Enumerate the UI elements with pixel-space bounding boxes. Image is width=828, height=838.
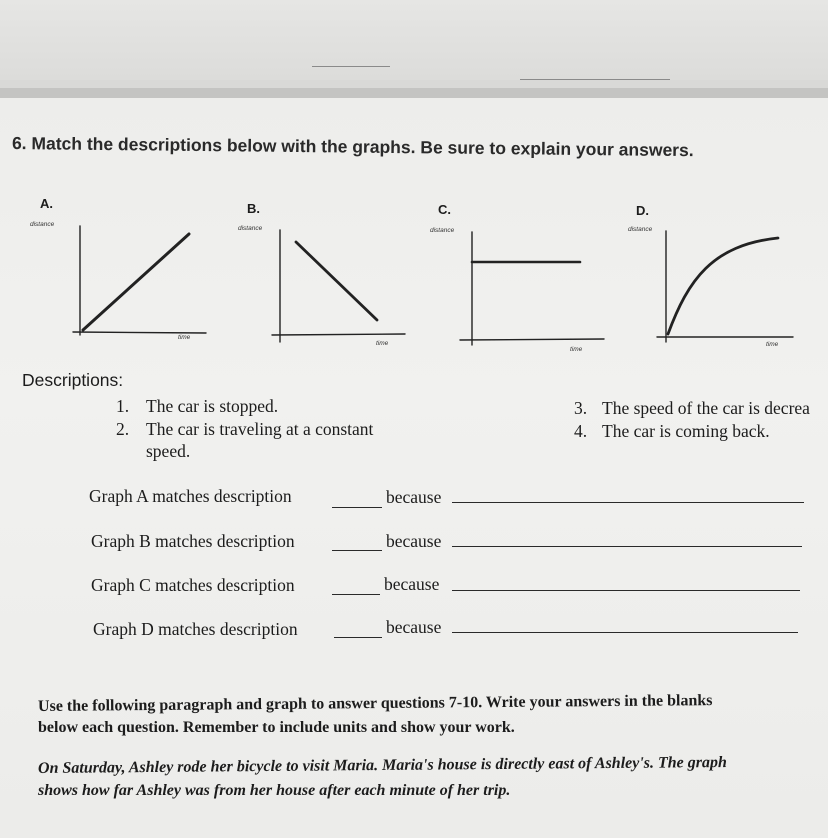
match-b-explanation-blank[interactable] — [452, 546, 802, 547]
story-line-2: shows how far Ashley was from her house after each minute of her trip. — [38, 782, 511, 799]
match-d-label: Graph D matches description — [93, 619, 298, 639]
graph-a-x-axis — [73, 332, 206, 333]
graph-b-curve — [296, 242, 377, 320]
graph-d-xlabel: time — [766, 341, 779, 348]
match-d-description-blank[interactable] — [334, 637, 382, 638]
graph-b-ylabel: distance — [238, 225, 263, 232]
graph-c-ylabel: distance — [430, 227, 455, 234]
description-3-text: The speed of the car is decrea — [602, 398, 810, 418]
graph-d-letter: D. — [636, 203, 649, 218]
description-4-text: The car is coming back. — [602, 421, 770, 441]
graph-a-letter: A. — [40, 196, 53, 211]
graph-a-ylabel: distance — [30, 221, 55, 228]
graph-a-curve — [83, 234, 189, 330]
match-b-because: because — [386, 531, 442, 551]
graph-b-x-axis — [272, 334, 405, 335]
description-3-number: 3. — [574, 398, 588, 418]
descriptions-heading: Descriptions: — [22, 370, 124, 390]
match-a-because: because — [386, 487, 442, 507]
description-1-text: The car is stopped. — [146, 396, 279, 416]
match-b-label: Graph B matches description — [91, 531, 295, 551]
instructions-line-2: below each question. Remember to include units and show your work. — [38, 719, 515, 736]
description-2-text-continued: speed. — [146, 441, 191, 461]
instructions-line-1: Use the following paragraph and graph to answer questions 7-10. Write your answers in the blanks — [37, 692, 713, 715]
description-4-number: 4. — [574, 421, 588, 441]
graph-b-letter: B. — [247, 201, 260, 216]
graph-c-xlabel: time — [570, 346, 583, 353]
match-c-description-blank[interactable] — [332, 594, 380, 595]
graph-d-curve — [668, 238, 778, 334]
description-1-number: 1. — [116, 396, 130, 416]
match-d-because: because — [386, 617, 442, 637]
match-c-explanation-blank[interactable] — [452, 590, 800, 591]
match-c-because: because — [384, 574, 440, 594]
graph-a-xlabel: time — [178, 334, 191, 341]
story-line-1: On Saturday, Ashley rode her bicycle to visit Maria. Maria's house is directly east of Ashley's. The graph — [37, 753, 727, 777]
graph-c-letter: C. — [438, 202, 451, 217]
match-a-explanation-blank[interactable] — [452, 502, 804, 503]
match-a-label: Graph A matches description — [89, 486, 292, 506]
description-2-text: The car is traveling at a constant — [146, 419, 374, 439]
graph-d-ylabel: distance — [628, 226, 653, 233]
match-d-explanation-blank[interactable] — [452, 632, 798, 633]
graph-b-xlabel: time — [376, 340, 389, 347]
question-6-title: 6. Match the descriptions below with the graphs. Be sure to explain your answers. — [11, 133, 694, 161]
match-a-description-blank[interactable] — [332, 507, 382, 508]
description-2-number: 2. — [116, 419, 130, 439]
match-c-label: Graph C matches description — [91, 575, 295, 595]
graph-c-x-axis — [460, 339, 604, 340]
match-b-description-blank[interactable] — [332, 550, 382, 551]
